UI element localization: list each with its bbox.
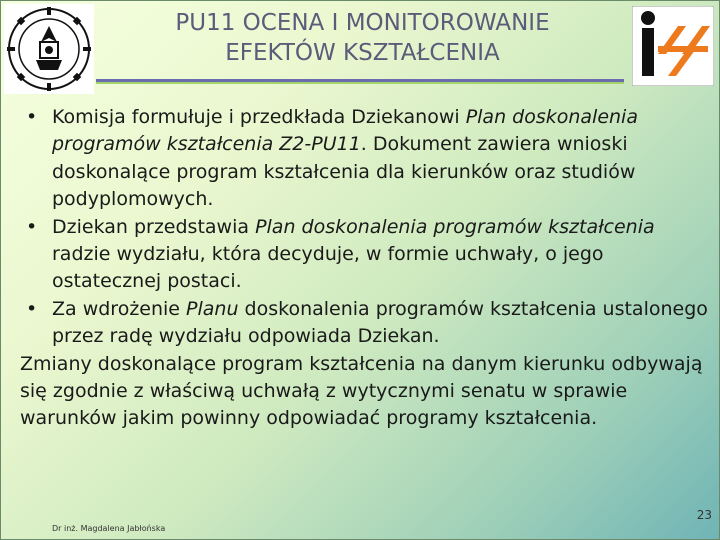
bullet-italic-text: Plan doskonalenia programów kształcenia Z2-PU11 (52, 106, 638, 156)
bullet-marker: • (26, 297, 38, 320)
bullet-text: radzie wydziału, która decyduje, w formie uchwały, o jego ostatecznej postaci. (52, 243, 604, 293)
university-seal-icon (4, 4, 94, 94)
bullet-marker: • (26, 215, 38, 238)
page-number: 23 (696, 508, 712, 522)
title-line-2: EFEKTÓW KSZTAŁCENIA (225, 40, 500, 66)
bullet-item (20, 214, 708, 296)
faculty-logo-icon (632, 6, 714, 86)
slide-title (100, 8, 625, 68)
bullet-text: Komisja formułuje i przedkłada Dziekanowi (52, 106, 466, 128)
bullet-text: Dziekan przedstawia (52, 215, 256, 238)
title-line-1: PU11 OCENA I MONITOROWANIE (175, 10, 550, 36)
slide-content (20, 104, 708, 433)
bullet-text: . Dokument zawiera wnioski doskonalące program kształcenia dla kierunków oraz studiów podyplomowych. (52, 133, 636, 211)
title-underline (96, 79, 624, 84)
bullet-italic-text: Plan doskonalenia programów kształcenia (255, 215, 655, 238)
bullet-italic-text: Planu (186, 297, 239, 320)
bullet-item (20, 104, 708, 214)
author-footer: Dr inż. Magdalena Jabłońska (52, 524, 166, 533)
bullet-text: Za wdrożenie (52, 297, 187, 320)
bullet-text: doskonalenia programów kształcenia ustalonego przez radę wydziału odpowiada Dziekan. (52, 297, 708, 348)
bullet-item (20, 296, 708, 351)
closing-paragraph: Zmiany doskonalące program kształcenia na danym kierunku odbywają się zgodnie z właściwą uchwałą z wytycznymi senatu w sprawie warunków jakim powinny odpowiadać programy kształcenia. (20, 352, 703, 430)
bullet-marker: • (26, 106, 38, 128)
